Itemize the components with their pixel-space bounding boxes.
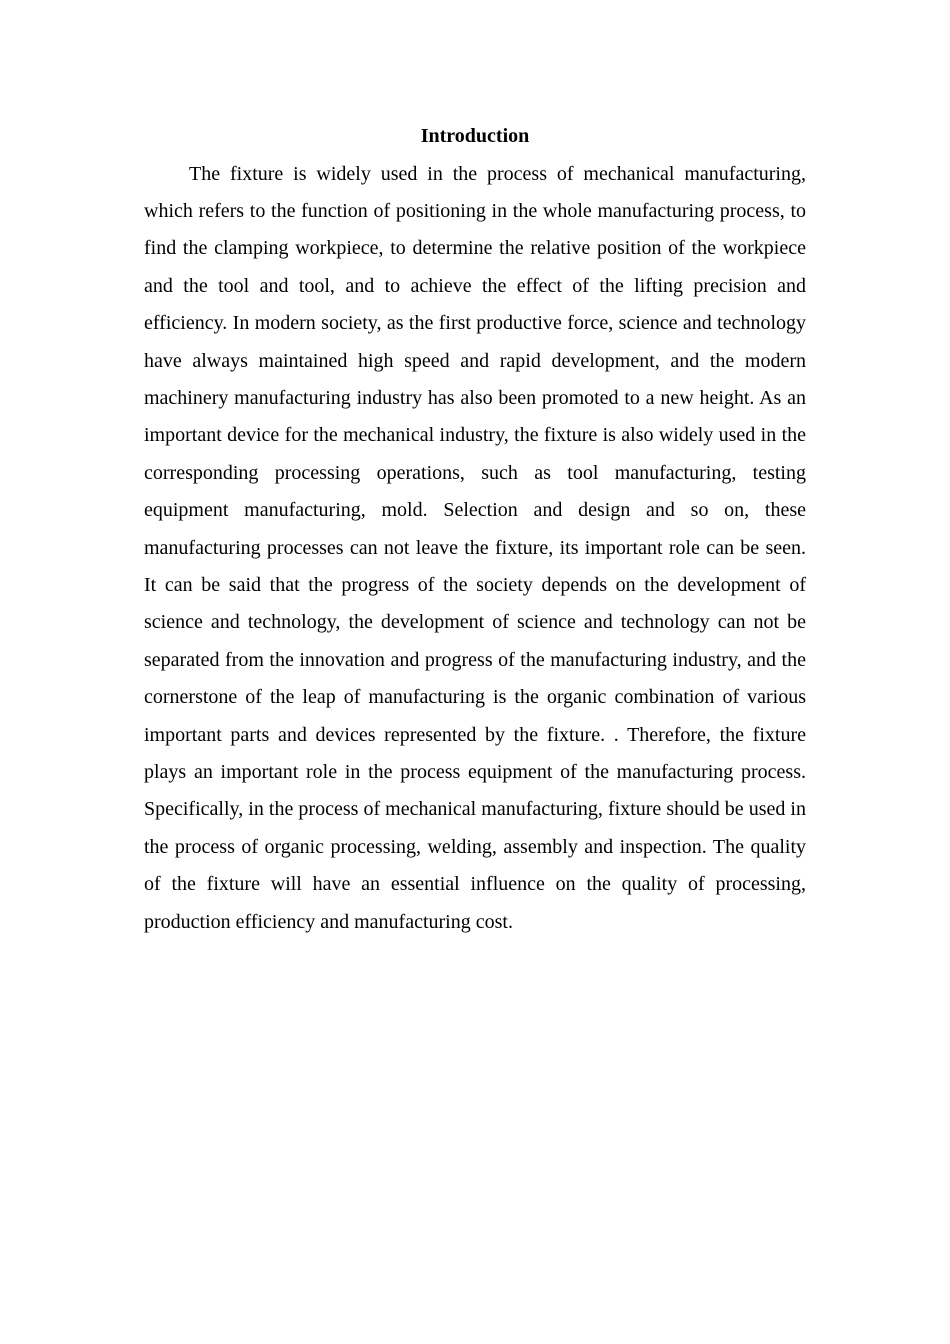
- body-paragraph: The fixture is widely used in the process of mechanical manufacturing, which refers to the function of positioning in the whole manufacturing process, to find the clamping workpiece, to determine the relative position of the workpiece and the tool and tool, and to achieve the effect of the lifting precision and efficiency. In modern society, as the first productive force, science and technology have always maintained high speed and rapid development, and the modern machinery manufacturing industry has also been promoted to a new height. As an important device for the mechanical industry, the fixture is also widely used in the corresponding processing operations, such as tool manufacturing, testing equipment manufacturing, mold. Selection and design and so on, these manufacturing processes can not leave the fixture, its important role can be seen. It can be said that the progress of the society depends on the development of science and technology, the development of science and technology can not be separated from the innovation and progress of the manufacturing industry, and the cornerstone of the leap of manufacturing is the organic combination of various important parts and devices represented by the fixture. . Therefore, the fixture plays an important role in the process equipment of the manufacturing process. Specifically, in the process of mechanical manufacturing, fixture should be used in the process of organic processing, welding, assembly and inspection. The quality of the fixture will have an essential influence on the quality of processing, production efficiency and manufacturing cost.: [144, 162, 806, 933]
- document-body: [144, 118, 806, 941]
- section-title: Introduction: [420, 125, 530, 147]
